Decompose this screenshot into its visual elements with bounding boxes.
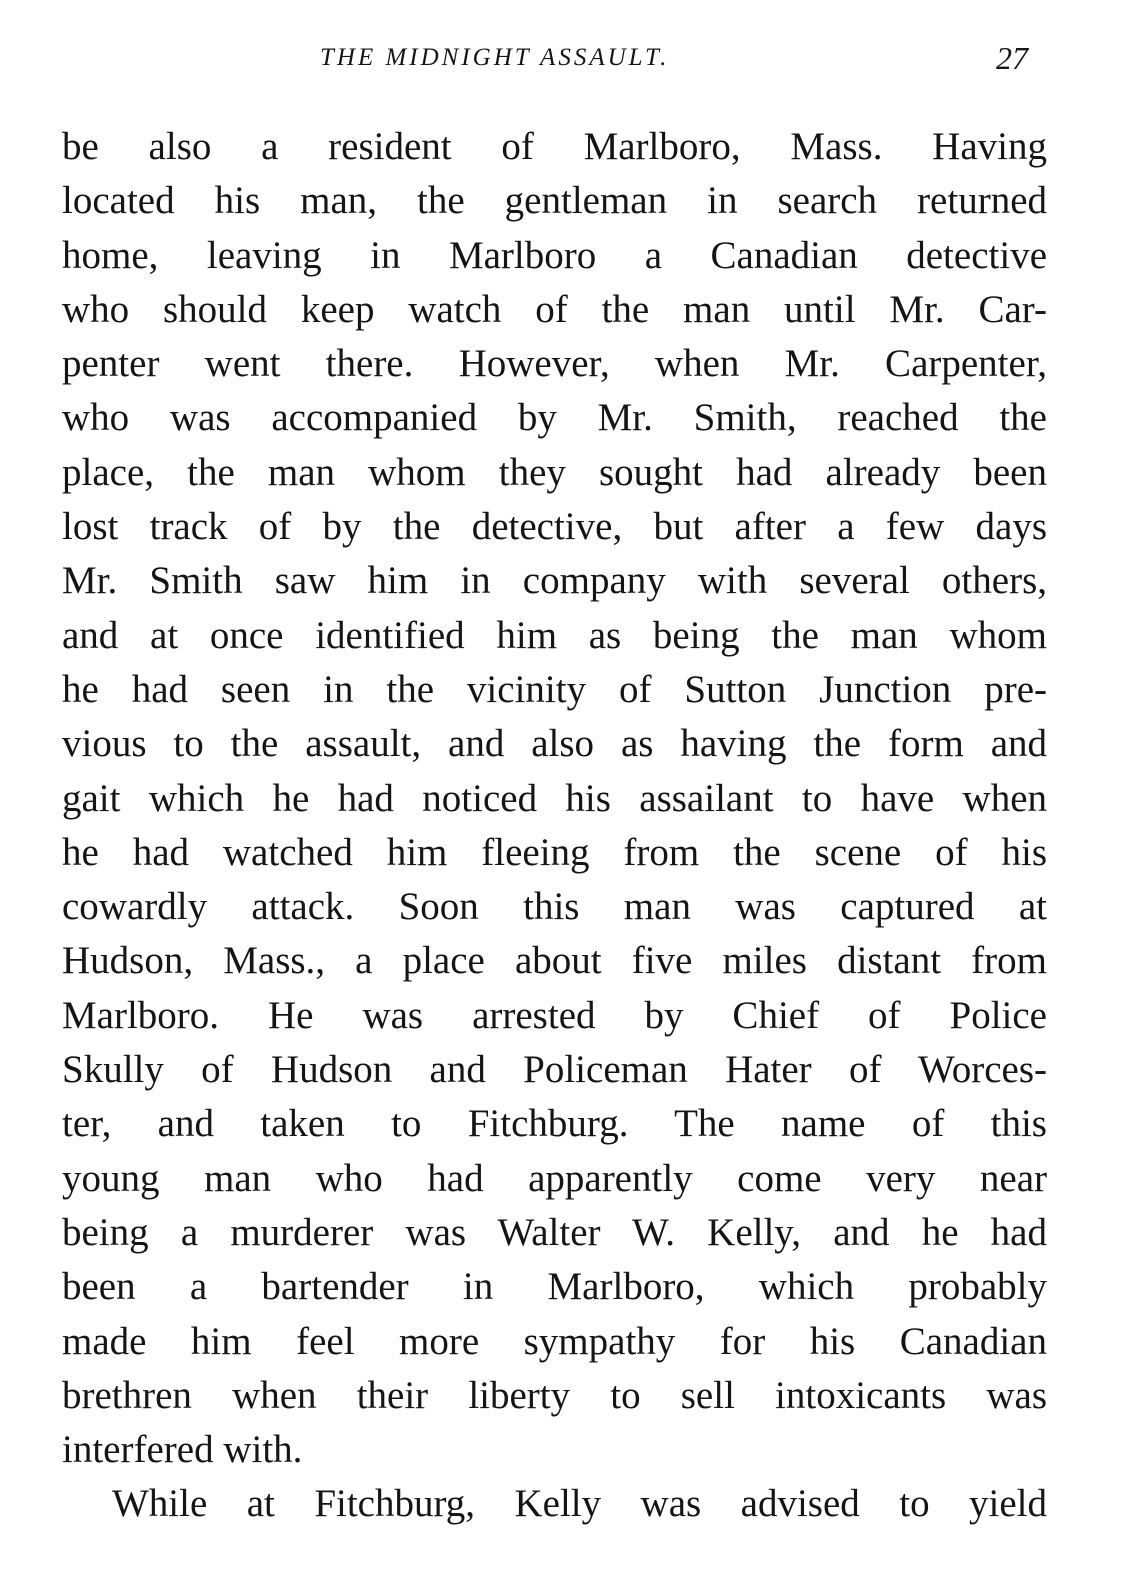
text-line: ter, and taken to Fitchburg. The name of this [62,1102,1047,1146]
page-number: 27 [996,40,1028,76]
text-line: lost track of by the detective, but after a few days [62,505,1047,549]
text-line: Mr. Smith saw him in company with several others, [62,559,1047,603]
running-head [0,40,1124,90]
text-line: Skully of Hudson and Policeman Hater of Worces- [62,1048,1047,1092]
paragraph-end-line: interfered with. [62,1428,303,1472]
running-title: THE MIDNIGHT ASSAULT. [320,44,670,71]
text-line: Marlboro. He was arrested by Chief of Police [62,993,1047,1037]
text-line: he had watched him fleeing from the scene of his [62,830,1047,874]
text-line: be also a resident of Marlboro, Mass. Having [62,125,1047,168]
text-line: being a murderer was Walter W. Kelly, and he had [62,1210,1047,1254]
text-line: he had seen in the vicinity of Sutton Junction pre- [62,667,1047,711]
paragraph-start-line: While at Fitchburg, Kelly was advised to yield [112,1482,1047,1526]
text-line: who should keep watch of the man until Mr. Car- [62,287,1047,331]
text-line: place, the man whom they sought had already been [62,450,1047,494]
text-line: cowardly attack. Soon this man was captured at [62,885,1047,929]
text-line: vious to the assault, and also as having the form and [62,722,1047,766]
text-line: who was accompanied by Mr. Smith, reached the [62,396,1047,440]
body-text [62,120,1047,1532]
text-line: made him feel more sympathy for his Canadian [62,1319,1047,1363]
text-line: located his man, the gentleman in search returned [62,179,1047,223]
text-line: home, leaving in Marlboro a Canadian detective [62,233,1047,277]
text-line: Hudson, Mass., a place about five miles distant from [62,939,1047,983]
text-line: penter went there. However, when Mr. Carpenter, [62,342,1047,386]
text-line: brethren when their liberty to sell intoxicants was [62,1373,1047,1417]
text-line: been a bartender in Marlboro, which probably [62,1265,1047,1309]
text-line: gait which he had noticed his assailant to have when [62,776,1047,820]
text-line: and at once identified him as being the man whom [62,613,1047,657]
text-line: young man who had apparently come very near [62,1156,1047,1200]
